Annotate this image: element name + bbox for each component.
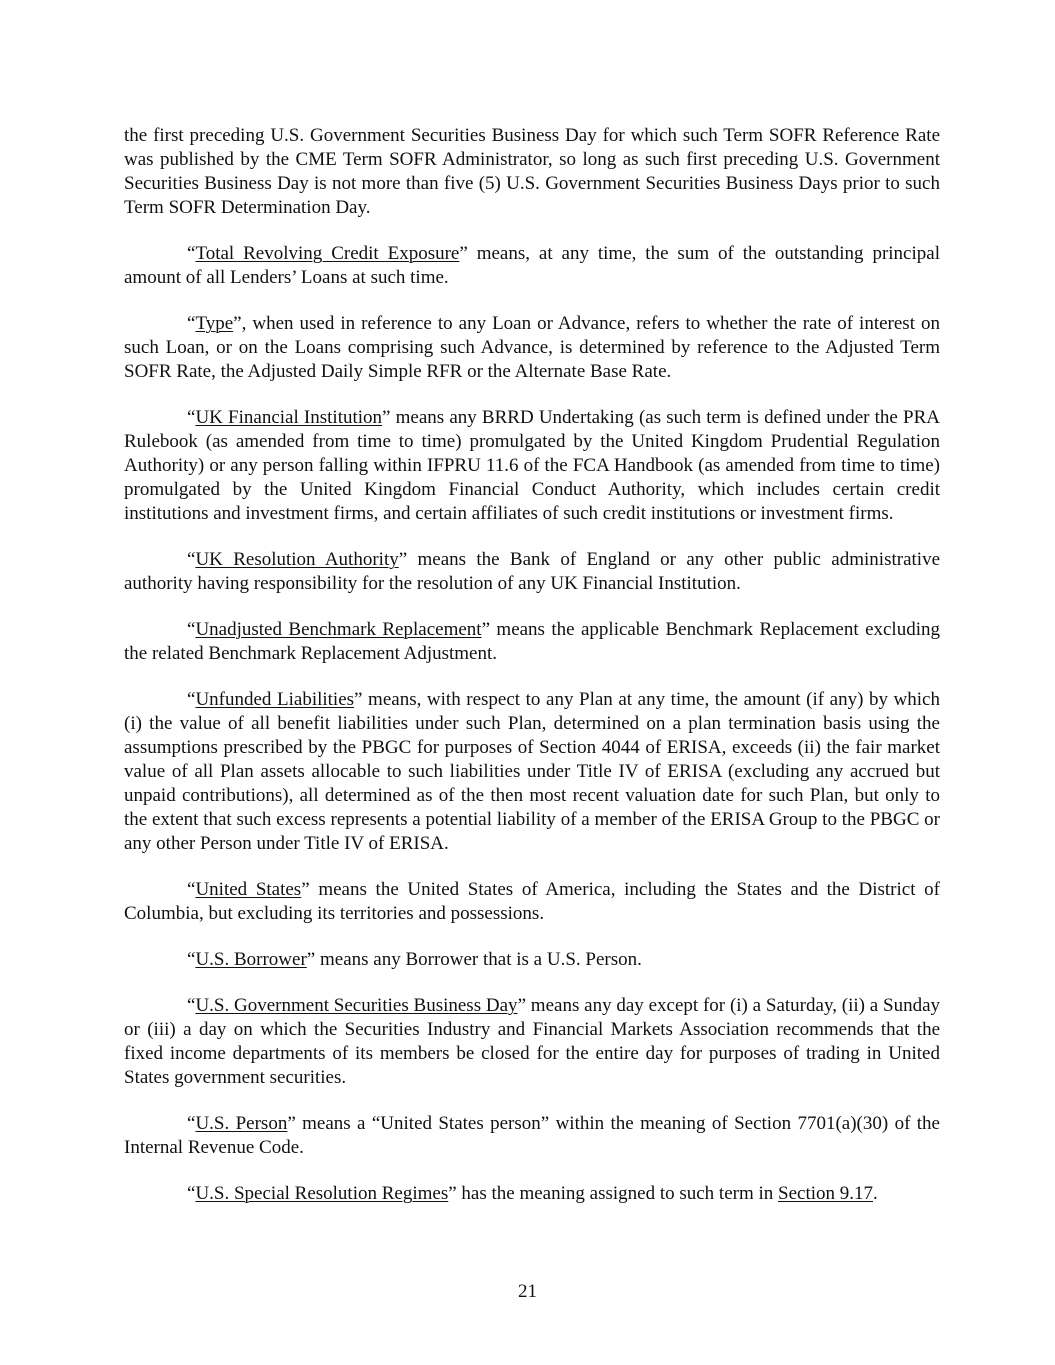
definition-us-government-securities-business-day (124, 994, 940, 1090)
open-quote: “ (187, 313, 196, 334)
definition-total-revolving-credit-exposure (124, 242, 940, 290)
definition-us-special-resolution-regimes (124, 1182, 940, 1206)
page-number: 21 (518, 1281, 537, 1302)
definition-us-borrower (124, 948, 940, 972)
defined-term: UK Financial Institution (195, 407, 383, 428)
document-page (124, 124, 940, 1228)
open-quote: “ (187, 995, 196, 1016)
defined-term: U.S. Borrower (195, 949, 307, 970)
defined-term: U.S. Government Securities Business Day (195, 995, 518, 1016)
definition-body: ” means, at any time, the sum of the outstanding principal amount of all Lenders’ Loans at such time. (124, 243, 940, 288)
continuation-paragraph: the first preceding U.S. Government Securities Business Day for which such Term SOFR Reference Rate was published by the CME Term SOFR Administrator, so long as such first preceding U.S. Government Securities Business Day is not more than five (5) U.S. Government Securities Business Days prior to such Term SOFR Determination Day. (124, 125, 940, 218)
definition-body: ” means any Borrower that is a U.S. Person. (306, 949, 642, 970)
section-reference: Section 9.17 (778, 1183, 874, 1204)
open-quote: “ (187, 549, 196, 570)
definition-unfunded-liabilities (124, 688, 940, 856)
defined-term: Unfunded Liabilities (195, 689, 355, 710)
definition-body: ” means the applicable Benchmark Replacement excluding the related Benchmark Replacement Adjustment. (124, 619, 940, 664)
open-quote: “ (187, 407, 196, 428)
defined-term: Type (195, 313, 234, 334)
definition-body: ” means any BRRD Undertaking (as such term is defined under the PRA Rulebook (as amended from time to time) promulgated by the United Kingdom Prudential Regulation Authority) or any person falling within IFPRU 11.6 of the FCA Handbook (as amended from time to time) promulgated by the United Kingdom Financial Conduct Authority, which includes certain credit institutions and investment firms, and certain affiliates of such credit institutions or investment firms. (124, 407, 940, 524)
open-quote: “ (187, 1113, 196, 1134)
definition-tail: . (873, 1183, 878, 1204)
definition-uk-financial-institution (124, 406, 940, 526)
definition-body: ” means the Bank of England or any other public administrative authority having responsibility for the resolution of any UK Financial Institution. (124, 549, 940, 594)
open-quote: “ (187, 619, 196, 640)
open-quote: “ (187, 243, 196, 264)
defined-term: Total Revolving Credit Exposure (195, 243, 460, 264)
definition-body: ” means any day except for (i) a Saturday, (ii) a Sunday or (iii) a day on which the Securities Industry and Financial Markets Association recommends that the fixed income departments of its members be closed for the entire day for purposes of trading in United States government securities. (124, 995, 941, 1088)
open-quote: “ (187, 1183, 196, 1204)
open-quote: “ (187, 949, 196, 970)
definition-body: ” means, with respect to any Plan at any time, the amount (if any) by which (i) the value of all benefit liabilities under such Plan, determined on a plan termination basis using the assumptions prescribed by the PBGC for purposes of Section 4044 of ERISA, exceeds (ii) the fair market value of all Plan assets allocable to such liabilities under Title IV of ERISA (excluding any accrued but unpaid contributions), all determined as of the then most recent valuation date for such Plan, but only to the extent that such excess represents a potential liability of a member of the ERISA Group to the PBGC or any other Person under Title IV of ERISA. (124, 689, 940, 854)
definition-body: ” has the meaning assigned to such term in (448, 1183, 779, 1204)
defined-term: United States (195, 879, 302, 900)
definition-us-person (124, 1112, 940, 1160)
open-quote: “ (187, 879, 196, 900)
definition-body: ”, when used in reference to any Loan or Advance, refers to whether the rate of interest on such Loan, or on the Loans comprising such Advance, is determined by reference to the Adjusted Term SOFR Rate, the Adjusted Daily Simple RFR or the Alternate Base Rate. (124, 313, 940, 382)
defined-term: U.S. Special Resolution Regimes (195, 1183, 449, 1204)
definition-body: ” means a “United States person” within the meaning of Section 7701(a)(30) of the Internal Revenue Code. (124, 1113, 940, 1158)
defined-term: Unadjusted Benchmark Replacement (195, 619, 482, 640)
definition-body: ” means the United States of America, including the States and the District of Columbia, but excluding its territories and possessions. (124, 879, 940, 924)
definition-uk-resolution-authority (124, 548, 940, 596)
definition-type (124, 312, 940, 384)
defined-term: UK Resolution Authority (195, 549, 399, 570)
definition-unadjusted-benchmark-replacement (124, 618, 940, 666)
open-quote: “ (187, 689, 196, 710)
defined-term: U.S. Person (195, 1113, 288, 1134)
definition-united-states (124, 878, 940, 926)
